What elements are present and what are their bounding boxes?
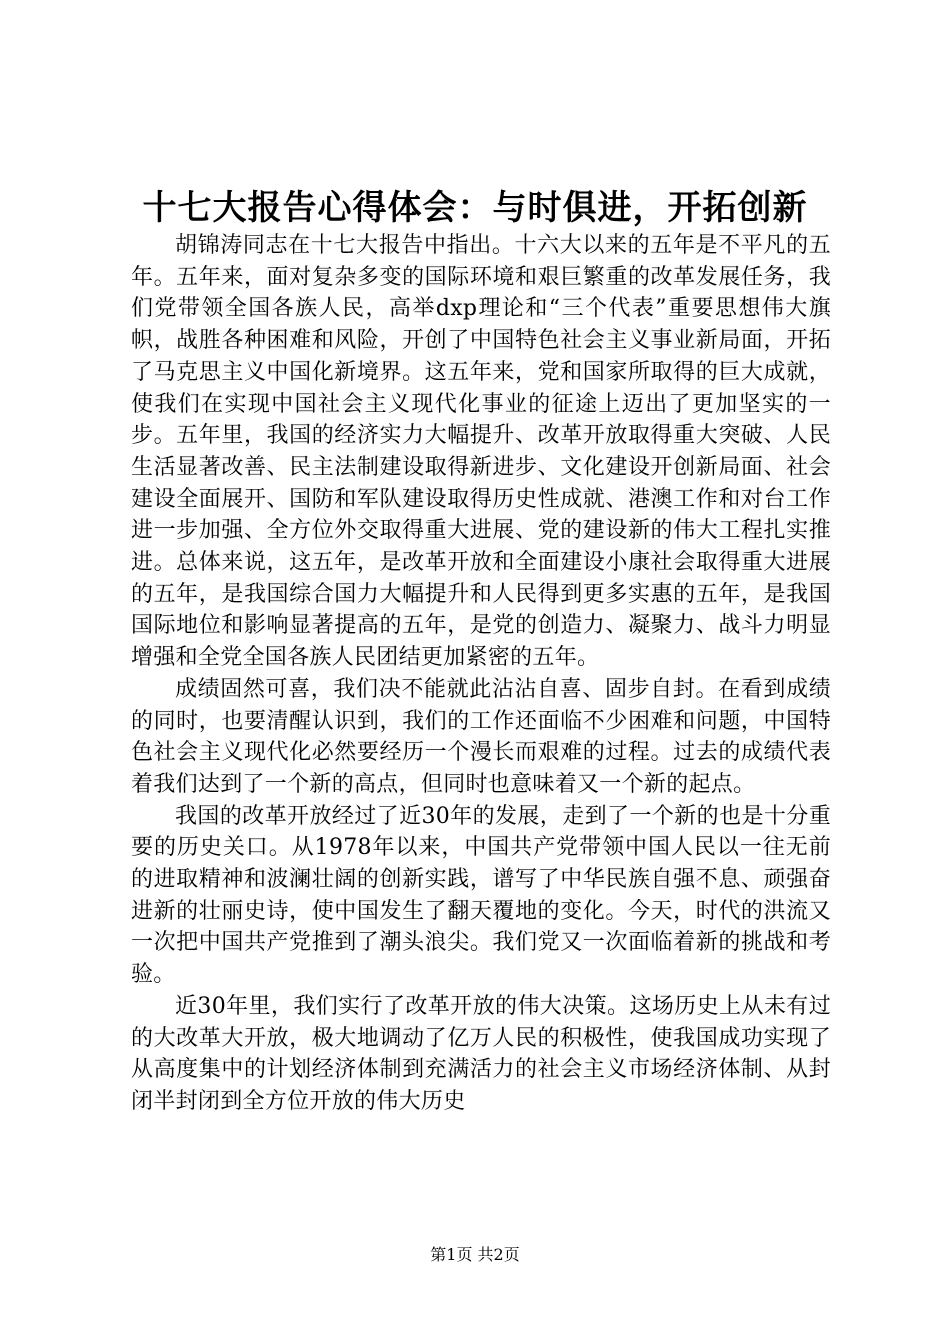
paragraph-4: 近30年里，我们实行了改革开放的伟大决策。这场历史上从未有过的大改革大开放，极大地调动了亿万人民的积极性，使我国成功实现了从高度集中的计划经济体制到充满活力的社会主义市场经济体制、从封闭半封闭到全方位开放的伟大历史 <box>131 993 831 1114</box>
paragraph-3: 我国的改革开放经过了近30年的发展，走到了一个新的也是十分重要的历史关口。从1978年以来，中国共产党带领中国人民以一往无前的进取精神和波澜壮阔的创新实践，谱写了中华民族自强不息、顽强奋进新的壮丽史诗，使中国发生了翻天覆地的变化。今天，时代的洪流又一次把中国共产党推到了潮头浪尖。我们党又一次面临着新的挑战和考验。 <box>131 803 831 988</box>
document-title: 十七大报告心得体会：与时俱进，开拓创新 <box>142 188 808 228</box>
document-body <box>131 230 831 1118</box>
paragraph-2: 成绩固然可喜，我们决不能就此沾沾自喜、固步自封。在看到成绩的同时，也要清醒认识到，我们的工作还面临不少困难和问题，中国特色社会主义现代化必然要经历一个漫长而艰难的过程。过去的成绩代表着我们达到了一个新的高点，但同时也意味着又一个新的起点。 <box>131 676 831 797</box>
page-footer: 第1页 共2页 <box>430 1245 520 1264</box>
paragraph-1: 胡锦涛同志在十七大报告中指出。十六大以来的五年是不平凡的五年。五年来，面对复杂多变的国际环境和艰巨繁重的改革发展任务，我们党带领全国各族人民，高举dxp理论和“三个代表”重要思想伟大旗帜，战胜各种困难和风险，开创了中国特色社会主义事业新局面，开拓了马克思主义中国化新境界。这五年来，党和国家所取得的巨大成就，使我们在实现中国社会主义现代化事业的征途上迈出了更加坚实的一步。五年里，我国的经济实力大幅提升、改革开放取得重大突破、人民生活显著改善、民主法制建设取得新进步、文化建设开创新局面、社会建设全面展开、国防和军队建设取得历史性成就、港澳工作和对台工作进一步加强、全方位外交取得重大进展、党的建设新的伟大工程扎实推进。总体来说，这五年，是改革开放和全面建设小康社会取得重大进展的五年，是我国综合国力大幅提升和人民得到更多实惠的五年，是我国国际地位和影响显著提高的五年，是党的创造力、凝聚力、战斗力明显增强和全党全国各族人民团结更加紧密的五年。 <box>131 233 831 671</box>
